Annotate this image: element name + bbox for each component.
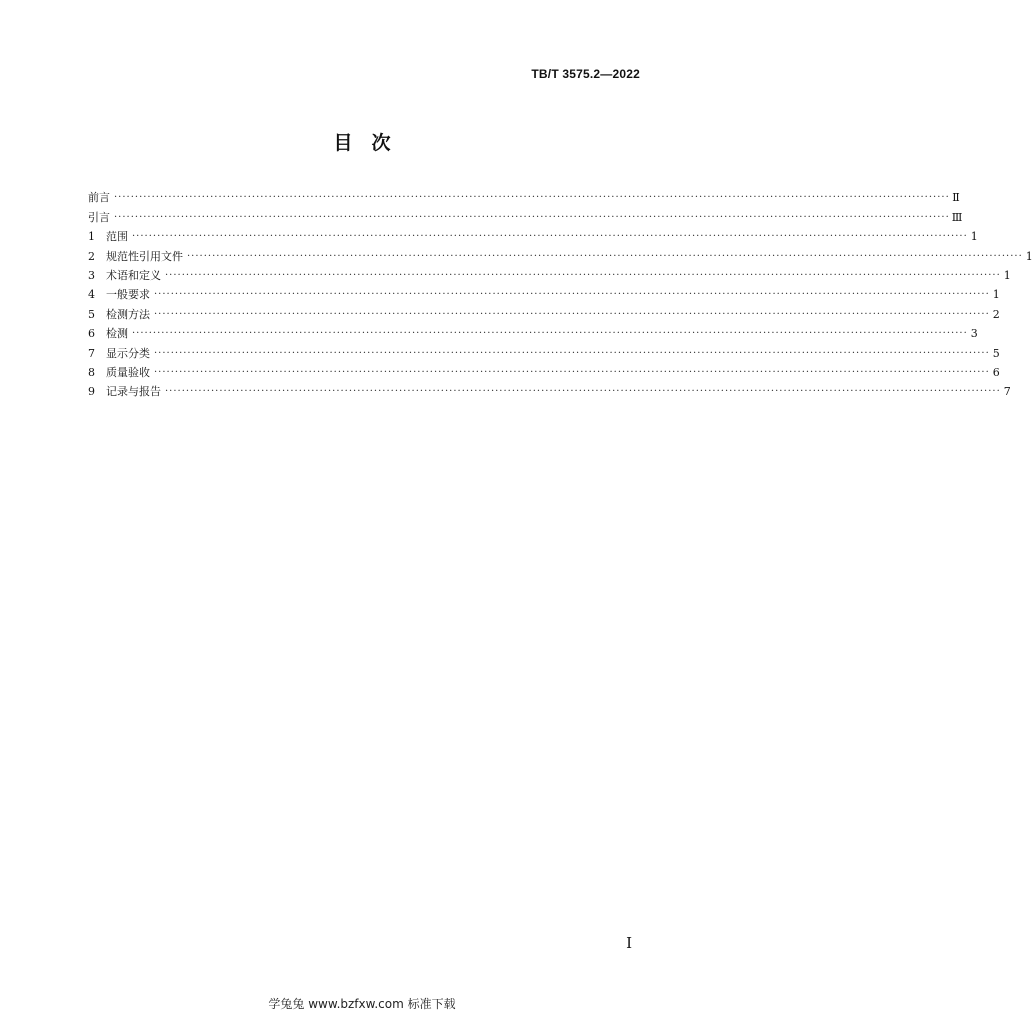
toc-entry[interactable] (88, 225, 978, 244)
toc-entry-page: 1 (992, 288, 1000, 302)
toc-entry-page: 7 (1003, 385, 1011, 399)
table-of-contents (88, 186, 1033, 399)
toc-entry-label: 质量验收 (106, 365, 150, 379)
toc-entry-label: 范围 (106, 230, 128, 244)
toc-entry-page: 2 (992, 307, 1000, 321)
toc-title: 目 次 (333, 132, 391, 154)
toc-dot-leader: ········································································································································································································ (154, 289, 990, 301)
toc-entry-label: 规范性引用文件 (106, 249, 183, 263)
toc-entry[interactable] (88, 341, 1000, 360)
toc-entry[interactable] (88, 302, 1000, 321)
toc-entry-page: Ⅱ (952, 191, 960, 205)
toc-entry-number: 2 (88, 249, 95, 263)
toc-dot-leader: ········································································································································································································ (154, 347, 990, 359)
toc-entry[interactable] (88, 380, 1011, 399)
toc-entry-page: 1 (1003, 268, 1011, 282)
toc-entry-label: 检测 (106, 327, 128, 341)
toc-entry[interactable] (88, 205, 963, 224)
toc-entry-label: 引言 (88, 210, 110, 224)
toc-entry-page: 1 (970, 230, 978, 244)
toc-entry-number: 7 (88, 346, 95, 360)
toc-entry[interactable] (88, 283, 1000, 302)
toc-entry-number: 8 (88, 365, 95, 379)
toc-entry[interactable] (88, 361, 1000, 380)
toc-entry-number: 9 (88, 385, 95, 399)
standard-code: TB/T 3575.2—2022 (531, 67, 640, 81)
toc-entry[interactable] (88, 264, 1011, 283)
toc-dot-leader: ········································································································································································································ (154, 308, 990, 320)
toc-entry-label: 术语和定义 (106, 268, 161, 282)
toc-entry-label: 显示分类 (106, 346, 150, 360)
toc-entry-page: 5 (992, 346, 1000, 360)
toc-dot-leader: ········································································································································································································ (187, 250, 1023, 262)
toc-entry-page: 6 (992, 365, 1000, 379)
page-number: I (626, 934, 632, 952)
toc-entry[interactable] (88, 244, 1033, 263)
toc-dot-leader: ········································································································································································································ (165, 386, 1001, 398)
toc-entry-number: 4 (88, 288, 95, 302)
toc-dot-leader: ········································································································································································································ (165, 269, 1001, 281)
toc-entry-label: 记录与报告 (106, 385, 161, 399)
toc-entry-label: 一般要求 (106, 288, 150, 302)
toc-entry[interactable] (88, 186, 960, 205)
toc-entry-page: Ⅲ (951, 210, 963, 224)
toc-entry-label: 检测方法 (106, 307, 150, 321)
toc-entry-number: 3 (88, 268, 95, 282)
toc-entry[interactable] (88, 322, 978, 341)
toc-dot-leader: ········································································································································································································ (132, 231, 968, 243)
toc-entry-page: 3 (970, 327, 978, 341)
toc-entry-number: 5 (88, 307, 95, 321)
toc-dot-leader: ········································································································································································································ (132, 328, 968, 340)
toc-entry-number: 6 (88, 327, 95, 341)
toc-dot-leader: ········································································································································································································ (114, 192, 950, 204)
toc-entry-label: 前言 (88, 191, 110, 205)
watermark-text: 学兔兔 www.bzfxw.com 标准下载 (268, 997, 456, 1011)
toc-entry-number: 1 (88, 230, 95, 244)
toc-entry-page: 1 (1025, 249, 1033, 263)
toc-dot-leader: ········································································································································································································ (114, 211, 950, 223)
toc-dot-leader: ········································································································································································································ (154, 366, 990, 378)
